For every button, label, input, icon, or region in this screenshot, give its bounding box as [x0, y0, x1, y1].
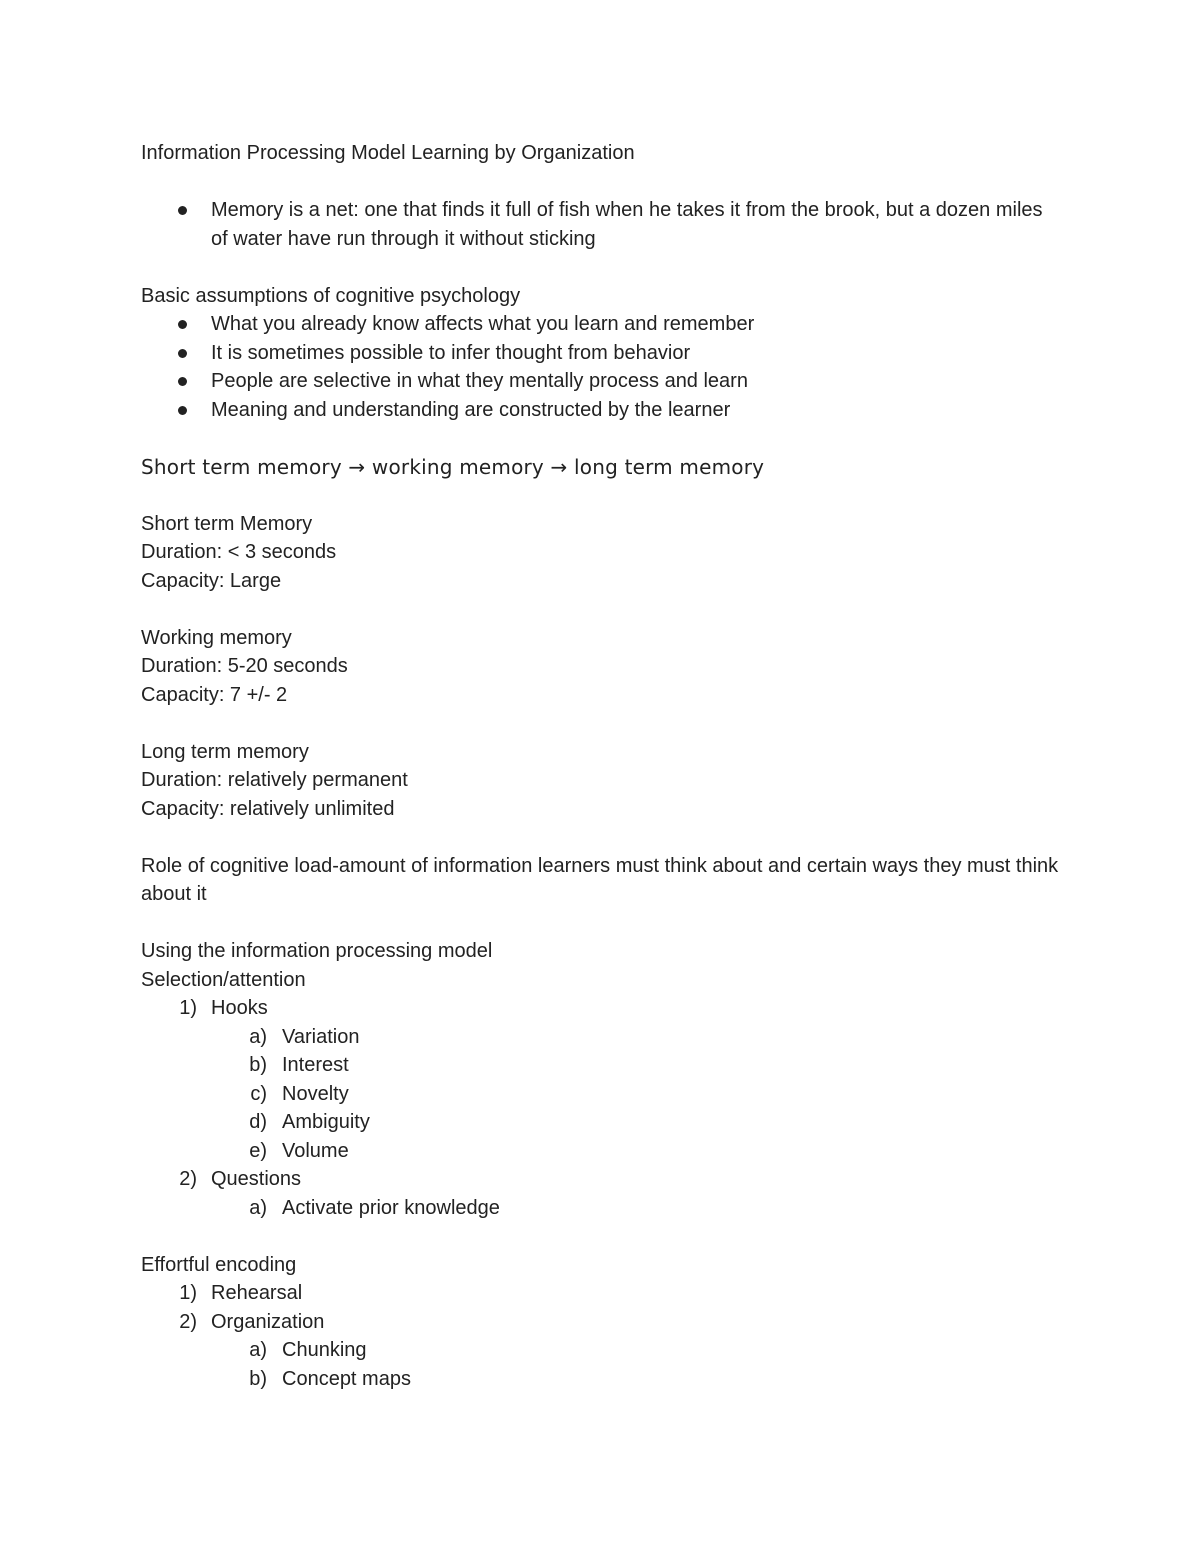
selection-attention-heading: Selection/attention: [141, 968, 306, 991]
list-item-text: Novelty: [282, 1082, 349, 1105]
intro-bullet-list: [141, 196, 1061, 253]
list-item: [141, 367, 1061, 396]
numbered-item: [141, 1308, 1061, 1337]
assumptions-bullet-list: [141, 310, 1061, 424]
long-term-capacity: Capacity: relatively unlimited: [141, 797, 395, 820]
effortful-encoding-heading: Effortful encoding: [141, 1253, 297, 1276]
spacer: [141, 909, 1061, 938]
long-term-heading: Long term memory: [141, 740, 309, 763]
working-memory-duration: Duration: 5-20 seconds: [141, 655, 348, 677]
spacer: [141, 709, 1061, 738]
lettered-item: [141, 1108, 1061, 1137]
list-item-text: Concept maps: [282, 1367, 411, 1390]
lettered-item: [141, 1023, 1061, 1052]
bullet-icon: [178, 320, 187, 329]
list-marker: c): [250, 1082, 267, 1105]
lettered-item: [141, 1365, 1061, 1394]
list-item-text: Hooks: [211, 997, 268, 1019]
bullet-icon: [178, 377, 187, 386]
list-item-text: Meaning and understanding are constructed by the learner: [211, 398, 731, 421]
spacer: [141, 823, 1061, 852]
list-item: [141, 396, 1061, 425]
using-model-heading: Using the information processing model: [141, 940, 493, 962]
list-item-text: Activate prior knowledge: [282, 1196, 500, 1219]
list-item: [141, 339, 1061, 368]
working-memory-capacity: Capacity: 7 +/- 2: [141, 683, 288, 706]
spacer: [141, 424, 1061, 453]
list-item: [141, 310, 1061, 339]
assumptions-heading: Basic assumptions of cognitive psychology: [141, 284, 521, 307]
list-marker: b): [249, 1054, 267, 1076]
short-term-capacity: Capacity: Large: [141, 569, 282, 592]
list-marker: d): [249, 1111, 267, 1133]
long-term-duration: Duration: relatively permanent: [141, 769, 408, 791]
numbered-item: [141, 1279, 1061, 1308]
list-item-text: Questions: [211, 1168, 302, 1190]
list-marker: 1): [179, 1282, 197, 1304]
spacer: [141, 595, 1061, 624]
list-marker: a): [249, 1196, 267, 1219]
document-title: Information Processing Model Learning by Organization: [141, 142, 635, 164]
bullet-icon: [178, 349, 187, 358]
list-marker: 2): [179, 1310, 197, 1333]
lettered-item: [141, 1137, 1061, 1166]
list-marker: e): [249, 1139, 267, 1162]
list-marker: 2): [179, 1168, 197, 1190]
cognitive-load-paragraph: Role of cognitive load-amount of information learners must think about and certain ways they must think about it: [141, 854, 1059, 905]
list-item-text: Interest: [282, 1054, 349, 1076]
numbered-item: [141, 994, 1061, 1023]
list-item-text: Ambiguity: [282, 1111, 370, 1133]
spacer: [141, 481, 1061, 510]
list-item-text: It is sometimes possible to infer thought from behavior: [211, 341, 691, 364]
memory-flow-heading: Short term memory → working memory → long term memory: [141, 454, 765, 479]
document-page: [141, 139, 1061, 1393]
list-item-text: Memory is a net: one that finds it full of fish when he takes it from the brook, but a dozen miles of water have run through it without sticking: [211, 199, 1043, 250]
list-item-text: Volume: [282, 1139, 349, 1162]
list-marker: a): [249, 1339, 267, 1361]
list-item-text: Organization: [211, 1310, 325, 1333]
lettered-item: [141, 1194, 1061, 1223]
working-memory-heading: Working memory: [141, 626, 292, 649]
lettered-item: [141, 1336, 1061, 1365]
bullet-icon: [178, 206, 187, 215]
list-item-text: What you already know affects what you learn and remember: [211, 313, 755, 335]
spacer: [141, 1222, 1061, 1251]
spacer: [141, 168, 1061, 197]
lettered-item: [141, 1051, 1061, 1080]
list-marker: 1): [179, 997, 197, 1019]
list-item-text: Variation: [282, 1025, 360, 1048]
list-item-text: People are selective in what they mentally process and learn: [211, 370, 748, 392]
list-item-text: Rehearsal: [211, 1282, 303, 1304]
list-marker: a): [249, 1025, 267, 1048]
short-term-heading: Short term Memory: [141, 512, 313, 535]
spacer: [141, 253, 1061, 282]
lettered-item: [141, 1080, 1061, 1109]
list-item-text: Chunking: [282, 1339, 367, 1361]
bullet-icon: [178, 406, 187, 415]
numbered-item: [141, 1165, 1061, 1194]
short-term-duration: Duration: < 3 seconds: [141, 541, 337, 563]
list-item: [141, 196, 1061, 253]
list-marker: b): [249, 1367, 267, 1390]
